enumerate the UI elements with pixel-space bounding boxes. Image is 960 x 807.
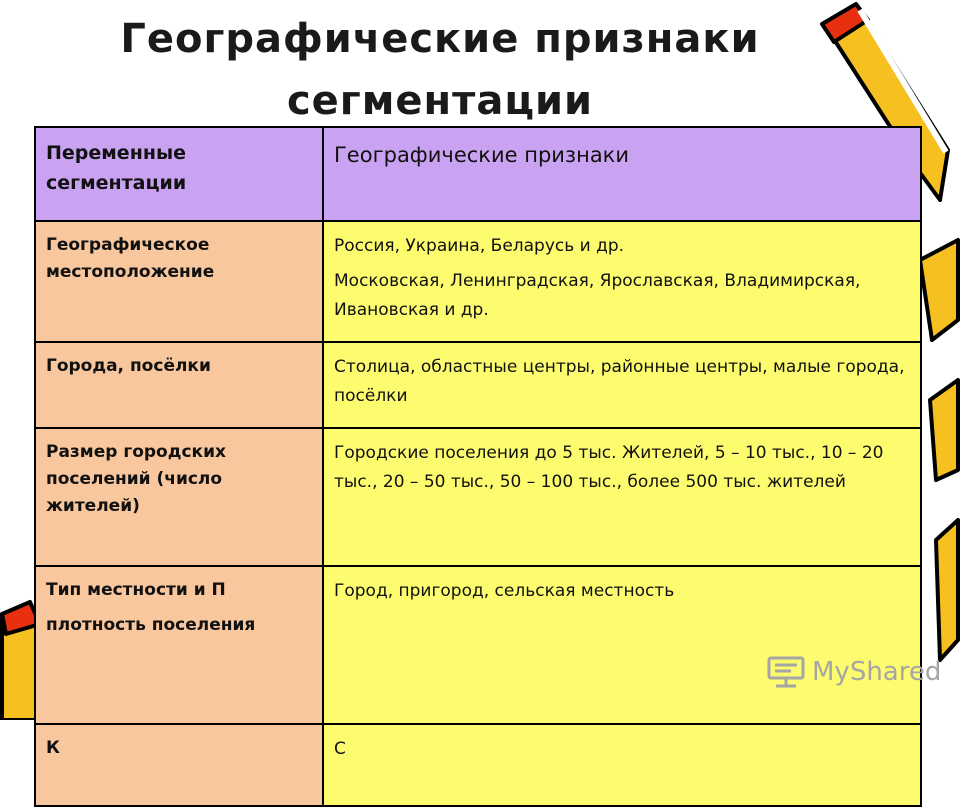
row-values: [323, 342, 921, 428]
row-variable: Размер городских поселений (число жителей): [35, 428, 323, 566]
row-value-line: Город, пригород, сельская местность: [334, 581, 675, 601]
row-values: [323, 566, 921, 724]
table-row: [35, 428, 921, 566]
row-value-line: Столица, областные центры, районные центры, малые города, посёлки: [334, 357, 905, 406]
row-values: [323, 724, 921, 806]
projector-icon: [766, 655, 806, 689]
row-value-line: Россия, Украина, Беларусь и др.: [334, 236, 625, 256]
slide-title-line2: сегментации: [286, 78, 594, 124]
row-variable: [35, 566, 323, 724]
segmentation-table: [34, 126, 922, 807]
row-variable: К: [35, 724, 323, 806]
watermark-text: MyShared: [812, 657, 942, 687]
table-row: [35, 342, 921, 428]
header-variables: Переменные сегментации: [35, 127, 323, 221]
row-value-line: С: [334, 739, 346, 759]
row-values: [323, 428, 921, 566]
table-header-row: [35, 127, 921, 221]
row-variable-line: плотность поселения: [46, 615, 256, 635]
table-row: [35, 221, 921, 342]
row-values: [323, 221, 921, 342]
row-value-line: Московская, Ленинградская, Ярославская, Владимирская, Ивановская и др.: [334, 271, 861, 320]
slide-title: [20, 8, 860, 132]
table-row: [35, 724, 921, 806]
row-variable: Города, посёлки: [35, 342, 323, 428]
watermark: [766, 650, 941, 694]
row-value-line: Городские поселения до 5 тыс. Жителей, 5 – 10 тыс., 10 – 20 тыс., 20 – 50 тыс., 50 – 100 тыс., более 500 тыс. жителей: [334, 443, 884, 492]
row-variable: Географическое местоположение: [35, 221, 323, 342]
slide-title-line1: Географические признаки: [120, 16, 760, 62]
header-geo-signs: Географические признаки: [323, 127, 921, 221]
table-row: [35, 566, 921, 724]
row-variable-line: Тип местности и П: [46, 580, 226, 600]
